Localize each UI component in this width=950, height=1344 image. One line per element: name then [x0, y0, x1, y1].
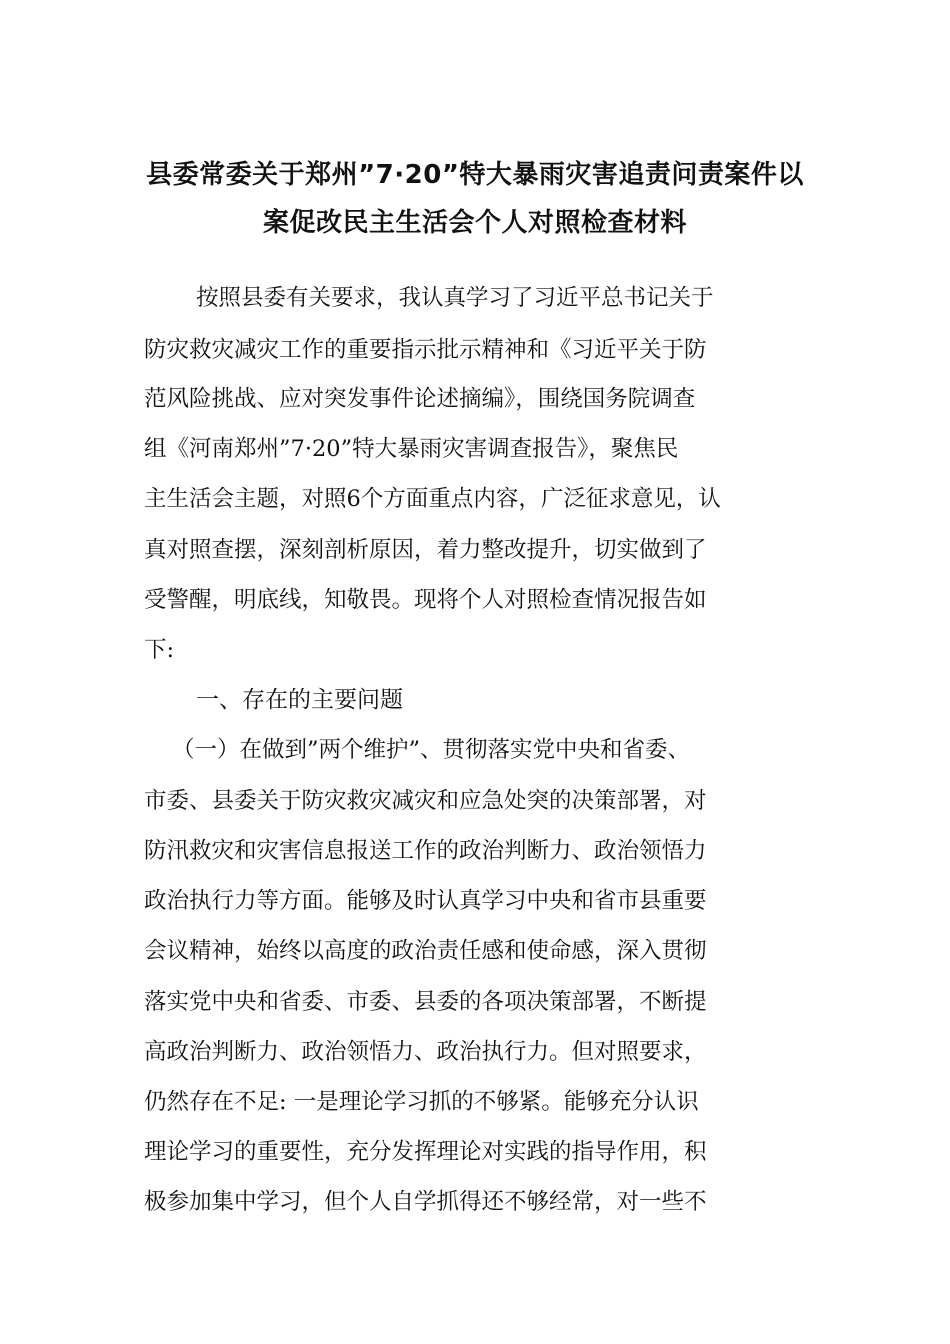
paragraph-1-line-5: 主生活会主题，对照6个方面重点内容，广泛征求意见，认: [144, 486, 721, 512]
paragraph-2-line-10: 极参加集中学习，但个人自学抓得还不够经常，对一些不: [144, 1189, 707, 1215]
paragraph-1-line-7: 受警醒，明底线，知敬畏。现将个人对照检查情况报告如: [144, 587, 707, 613]
paragraph-1-line-2: 防灾救灾减灾工作的重要指示批示精神和《习近平关于防: [144, 337, 707, 363]
paragraph-2-line-7: 高政治判断力、政治领悟力、政治执行力。但对照要求，: [144, 1039, 707, 1065]
paragraph-2-line-8: 仍然存在不足: 一是理论学习抓的不够紧。能够充分认识: [144, 1089, 699, 1115]
paragraph-1-line-6: 真对照查摆，深刻剖析原因，着力整改提升，切实做到了: [144, 537, 707, 563]
paragraph-1-line-4: 组《河南郑州”7·20”特大暴雨灾害调查报告》，聚焦民: [144, 436, 679, 462]
paragraph-2-line-2: 市委、县委关于防灾救灾减灾和应急处突的决策部署，对: [144, 788, 707, 814]
paragraph-2-line-3: 防汛救灾和灾害信息报送工作的政治判断力、政治领悟力: [144, 838, 707, 864]
paragraph-1-line-3: 范风险挑战、应对突发事件论述摘编》，围绕国务院调查: [144, 386, 696, 412]
paragraph-2-line-9: 理论学习的重要性，充分发挥理论对实践的指导作用，积: [144, 1139, 707, 1165]
document-title-line-1: 县委常委关于郑州”7·20”特大暴雨灾害追责问责案件以: [146, 160, 804, 190]
document-title-line-2: 案促改民主生活会个人对照检查材料: [262, 208, 687, 238]
paragraph-2-line-6: 落实党中央和省委、市委、县委的各项决策部署，不断提: [144, 989, 707, 1015]
section-heading: 一、存在的主要问题: [196, 687, 403, 713]
paragraph-2-line-4: 政治执行力等方面。能够及时认真学习中央和省市县重要: [144, 888, 707, 914]
paragraph-2-line-5: 会议精神，始终以高度的政治责任感和使命感，深入贯彻: [144, 938, 707, 964]
paragraph-2-line-1: （一）在做到”两个维护”、贯彻落实党中央和省委、: [172, 737, 691, 763]
paragraph-1-line-8: 下:: [144, 637, 175, 663]
paragraph-1-line-1: 按照县委有关要求，我认真学习了习近平总书记关于: [196, 285, 714, 311]
